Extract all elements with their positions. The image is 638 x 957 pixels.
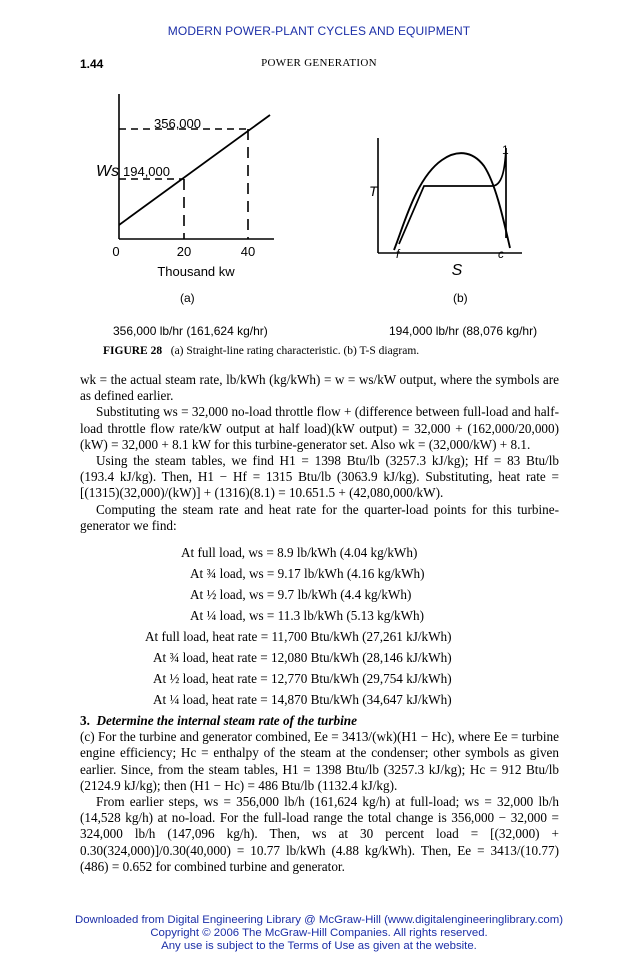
figure-a-label-upper: 356,000 [154,116,201,131]
figure-b-point-c: c [498,247,504,261]
result-line: At ¾ load, ws = 9.17 lb/kWh (4.16 kg/kWh) [190,566,425,581]
figure-a-xlabel: Thousand kw [157,264,235,279]
figure-b-xlabel: S [451,262,463,279]
figure-b-point-1: 1 [502,143,509,157]
figure-a-ylabel: Ws [96,163,120,180]
section-3-paragraph-2: From earlier steps, ws = 356,000 lb/h (161,624 kg/h) at full-load; ws = 32,000 lb/h (14,528 kg/h) at no-load. For the full-load range the total change is 356,000 − 32,000 = 324,000 lb/h (147,096 kg/h). Then, ws at 30 percent load = [(32,000) + 0.30(324,000)]/0.30(40,000) = 10.77 lb/kWh (4.88 kg/kWh). Then, Ee = 3413/(10.77)(486) = 0.652 for combined turbine and generator. [80,794,559,874]
figure-b-point-f: f [396,247,400,261]
paragraph-1: wk = the actual steam rate, lb/kWh (kg/kWh) = w = ws/kW output, where the symbols are as defined earlier. [80,372,559,404]
section-3-heading [80,713,559,729]
figure-caption-label: FIGURE 28 [103,345,163,357]
section-3 [80,713,559,875]
figure-caption [103,345,419,357]
figure-a-label-lower: 194,000 [123,164,170,179]
paragraph-3: Using the steam tables, we find H1 = 1398 Btu/lb (3257.3 kJ/kg); Hf = 83 Btu/lb (193.4 kJ/kg). Then, H1 − Hf = 1315 Btu/lb (3063.9 kJ/kg). Substituting, heat rate = [(1315)(32,000)/(kW)] + (1316)(8.1) = 10.651.5 + (42,080,000/kW). [80,453,559,501]
section-3-number: 3. [80,713,90,728]
footer [0,914,638,953]
section-3-paragraph-1: (c) For the turbine and generator combined, Ee = 3413/(wk)(H1 − Hc), where Ee = turbine engine efficiency; Hc = enthalpy of the steam at the condenser; other symbols as given earlier. Since, from the steam tables, H1 = 1398 Btu/lb (3257.3 kJ/kg); Hc = 912 Btu/lb (2124.9 kJ/kg); then (H1 − Hc) = 486 Btu/lb (1132.4 kJ/kg). [80,729,559,793]
figure-a-sublabel: (a) [180,291,195,305]
page-number: 1.44 [80,57,104,71]
figure-b-saturation-dome [394,153,510,250]
figure-b-ts-diagram [360,130,530,285]
figure-a-rating-chart [88,88,298,288]
result-line: At ½ load, ws = 9.7 lb/kWh (4.4 kg/kWh) [190,587,412,602]
body-paragraphs [80,372,559,534]
section-3-title: Determine the internal steam rate of the turbine [96,713,357,728]
running-header: MODERN POWER-PLANT CYCLES AND EQUIPMENT [167,24,471,38]
figure-a-tick-0: 0 [112,244,120,259]
section-header: POWER GENERATION [261,57,377,69]
paragraph-4: Computing the steam rate and heat rate for the quarter-load points for this turbine-generator we find: [80,501,559,533]
footer-download-link[interactable]: Downloaded from Digital Engineering Library @ McGraw-Hill (www.digitalengineeringlibrary.com) [74,914,564,926]
footer-copyright: Copyright © 2006 The McGraw-Hill Companies. All rights reserved. [150,927,488,939]
result-line: At full load, heat rate = 11,700 Btu/kWh (27,261 kJ/kWh) [145,629,452,644]
footer-terms: Any use is subject to the Terms of Use as given at the website. [161,940,477,952]
result-line: At ¾ load, heat rate = 12,080 Btu/kWh (28,146 kJ/kWh) [153,650,452,665]
result-line: At ¼ load, ws = 11.3 lb/kWh (5.13 kg/kWh) [190,608,425,623]
figure-a-under-caption: 356,000 lb/hr (161,624 kg/hr) [113,324,268,338]
figure-b-under-caption: 194,000 lb/hr (88,076 kg/hr) [389,324,538,338]
result-line: At ½ load, heat rate = 12,770 Btu/kWh (29,754 kJ/kWh) [153,671,452,686]
figure-b-ylabel: T [369,183,378,199]
result-line: At ¼ load, heat rate = 14,870 Btu/kWh (34,647 kJ/kWh) [153,692,452,707]
figure-b-sublabel: (b) [453,291,468,305]
paragraph-2: Substituting ws = 32,000 no-load throttle flow + (difference between full-load and half-load throttle flow rate/kW output at half load)(kW output) = 32,000 + (162,000/20,000)(kW) = 32,000 + 8.1 kW for this turbine-generator set. Also wk = (32,000/kW) + 8.1. [80,404,559,452]
figure-caption-text: (a) Straight-line rating characteristic. (b) T-S diagram. [170,345,420,357]
results-list [80,545,559,705]
figure-a-tick-40: 40 [240,244,256,259]
result-line: At full load, ws = 8.9 lb/kWh (4.04 kg/kWh) [181,545,418,560]
figure-a-tick-20: 20 [176,244,192,259]
